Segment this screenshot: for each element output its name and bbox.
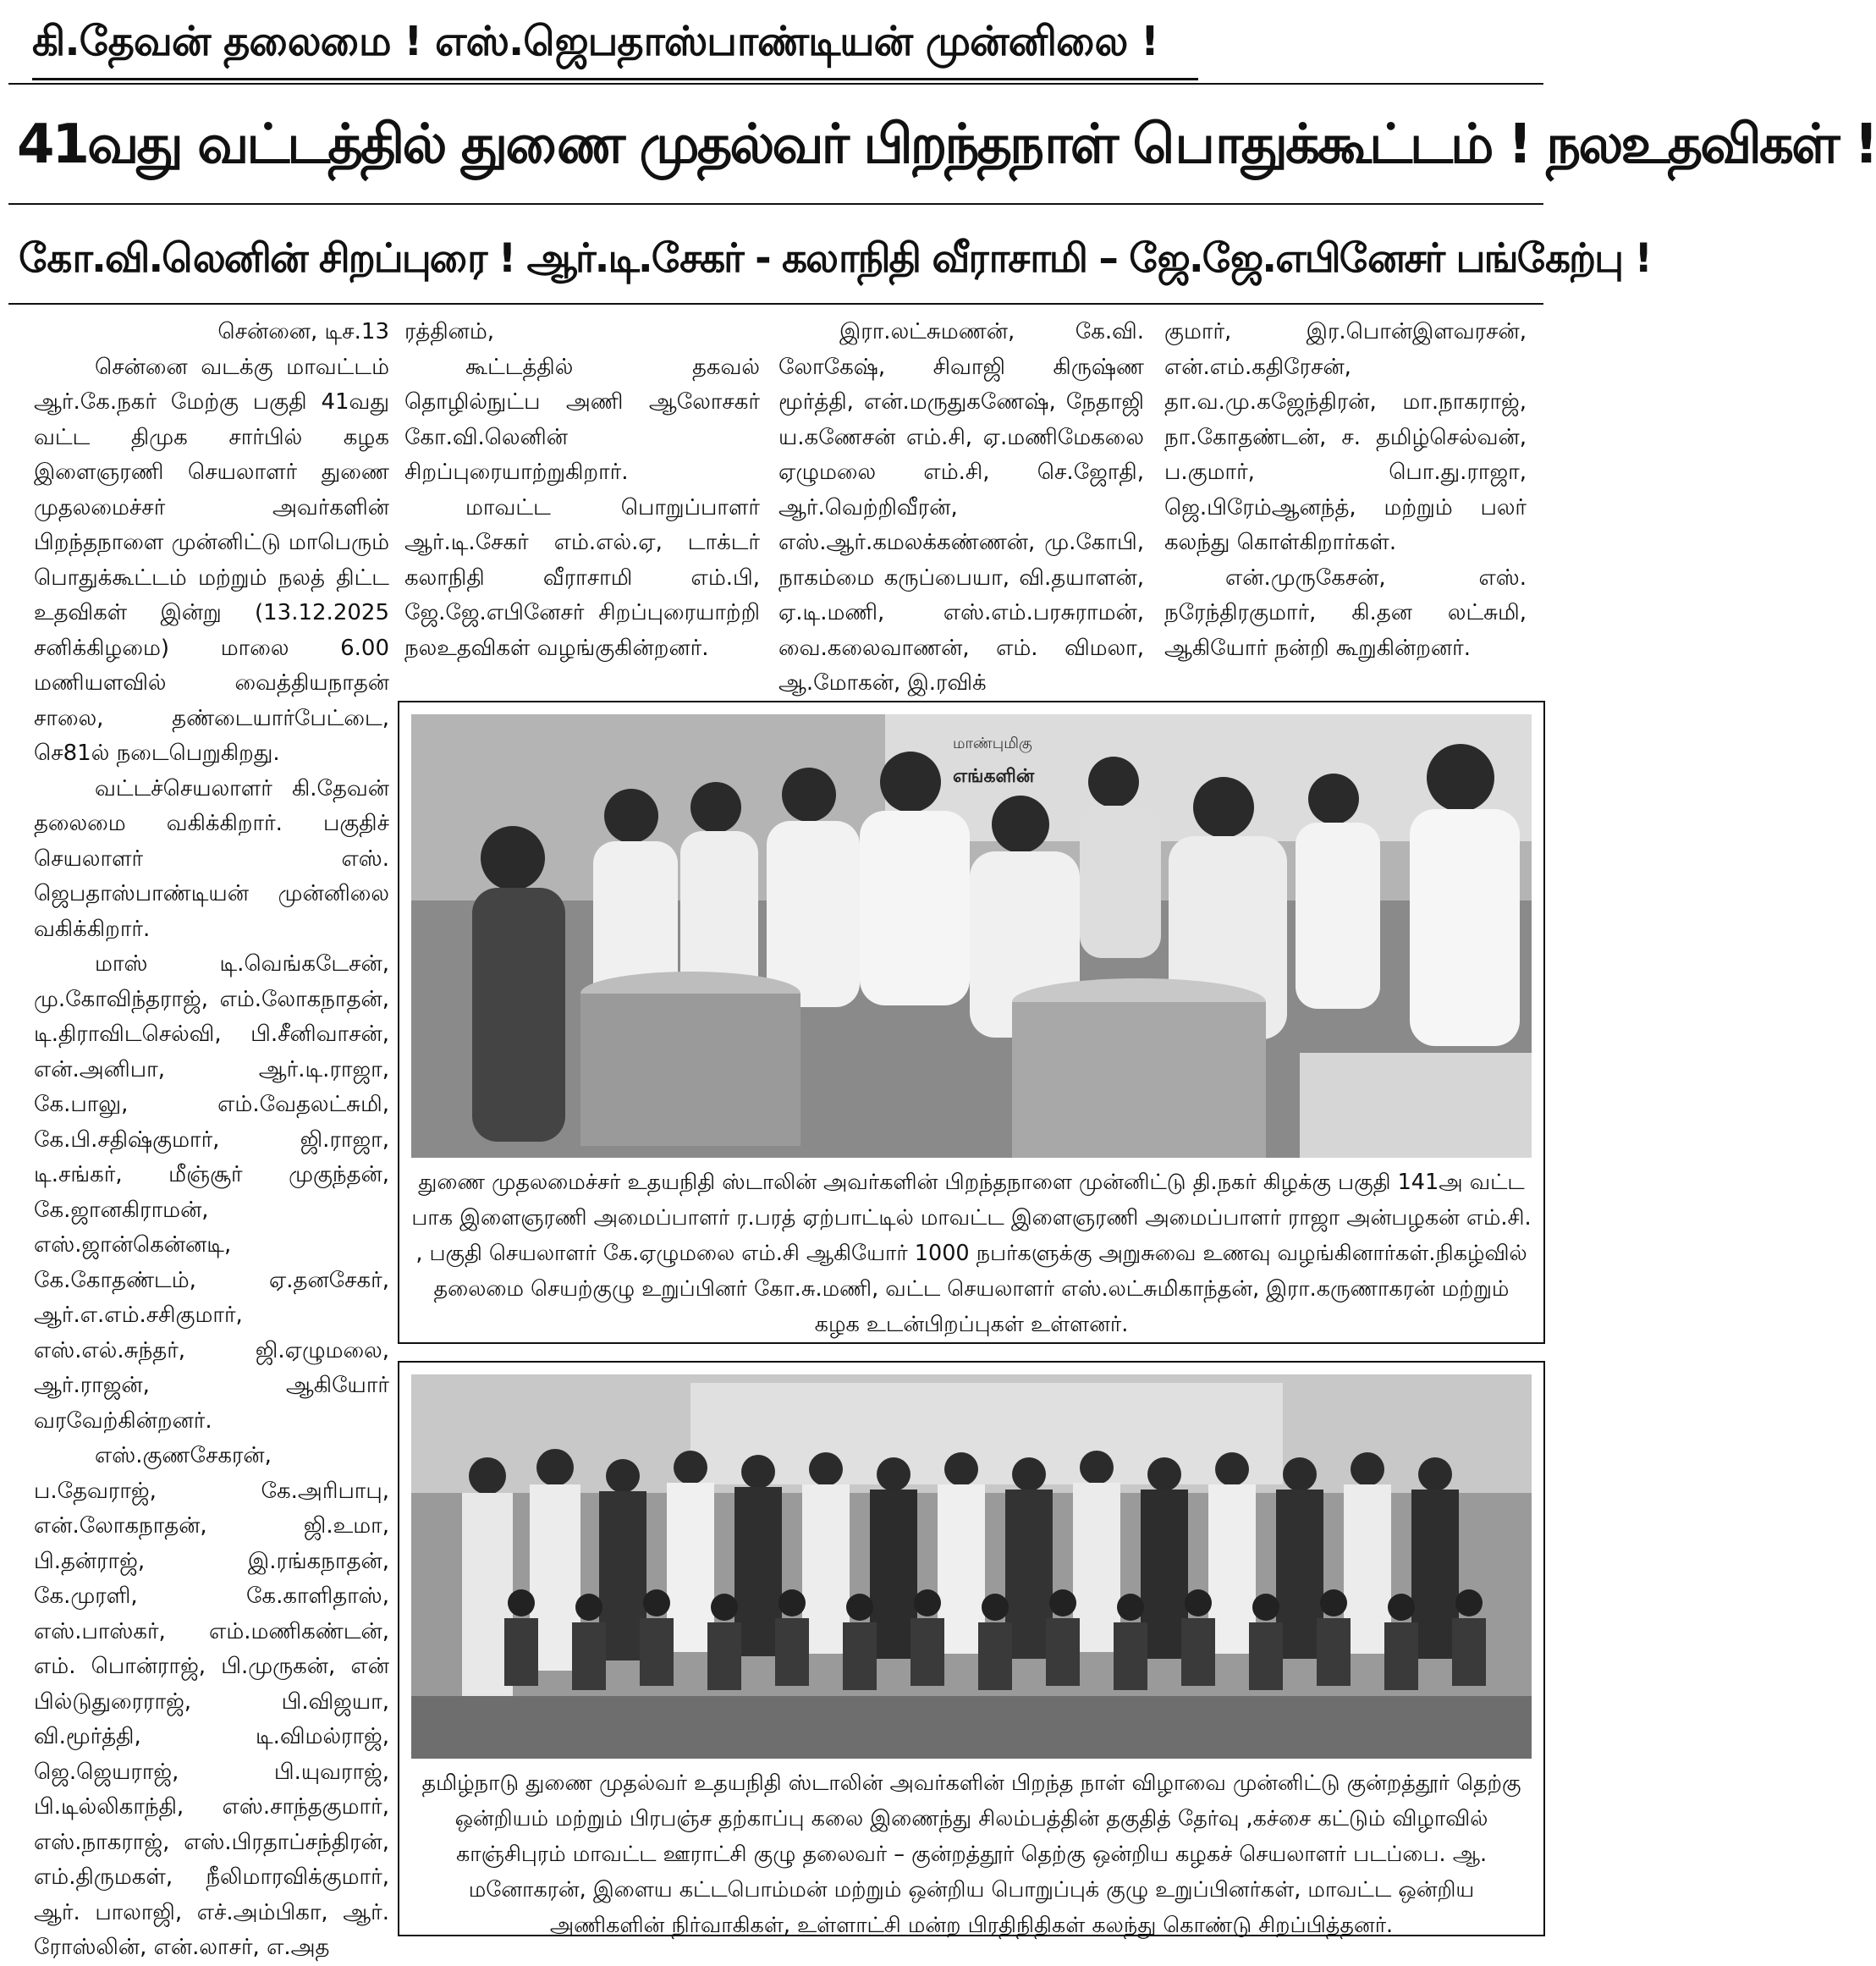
- photo-frame-food-distribution: [398, 701, 1545, 1344]
- paragraph: வட்டச்செயலாளர் கி.தேவன் தலைமை வகிக்கிறார். பகுதிச் செயலாளர் எஸ். ஜெபதாஸ்பாண்டியன் முன்னிலை வகிக்கிறார்.: [34, 775, 389, 942]
- article-column-2: [404, 315, 760, 666]
- paragraph: கூட்டத்தில் தகவல் தொழில்நுட்ப அணி ஆலோசகர் கோ.வி.லெனின் சிறப்புரையாற்றுகிறார்.: [404, 354, 760, 485]
- banner-text: எங்களின்: [953, 766, 1035, 787]
- dateline: சென்னை, டிச.13: [217, 319, 389, 344]
- paragraph: சென்னை வடக்கு மாவட்டம் ஆர்.கே.நகர் மேற்கு பகுதி 41வது வட்ட திமுக சார்பில் கழக இளைஞரணி செயலாளர் துணை முதலமைச்சர் அவர்களின் பிறந்தநாளை முன்னிட்டு மாபெரும் பொதுக்கூட்டம் மற்றும் நலத் திட்ட உதவிகள் இன்று (13.12.2025 சனிக்கிழமை) மாலை 6.00 மணியளவில் வைத்தியநாதன் சாலை, தண்டையார்பேட்டை, செ81ல் நடைபெறுகிறது.: [34, 354, 389, 766]
- paragraph: மாவட்ட பொறுப்பாளர் ஆர்.டி.சேகர் எம்.எல்.ஏ, டாக்டர் கலாநிதி வீராசாமி எம்.பி, ஜே.ஜே.எபினேசர் சிறப்புரையாற்றி நலஉதவிகள் வழங்குகின்றனர்.: [404, 494, 760, 661]
- paragraph: ரத்தினம்,: [404, 319, 495, 344]
- article-column-3: [778, 315, 1144, 702]
- article-column-4: [1164, 315, 1527, 666]
- subheadline: கோ.வி.லெனின் சிறப்புரை ! ஆர்.டி.சேகர் - கலாநிதி வீராசாமி – ஜே.ஜே.எபினேசர் பங்கேற்பு !: [19, 235, 1651, 282]
- paragraph: குமார், இர.பொன்இளவரசன், என்.எம்.கதிரேசன், தா.வ.மு.கஜேந்திரன், மா.நாகராஜ், நா.கோதண்டன், ச. தமிழ்செல்வன், ப.குமார், பொ.து.ராஜா, ஜெ.பிரேம்ஆனந்த், மற்றும் பலர் கலந்து கொள்கிறார்கள்.: [1164, 319, 1527, 555]
- divider: [8, 303, 1543, 305]
- divider: [8, 203, 1543, 205]
- photo-caption: துணை முதலமைச்சர் உதயநிதி ஸ்டாலின் அவர்களின் பிறந்தநாளை முன்னிட்டு தி.நகர் கிழக்கு பகுதி 141அ வட்ட பாக இளைஞரணி அமைப்பாளர் ர.பரத் ஏற்பாட்டில் மாவட்ட இளைஞரணி அமைப்பாளர் ராஜா அன்பழகன் எம்.சி. , பகுதி செயலாளர் கே.ஏழுமலை எம்.சி ஆகியோர் 1000 நபர்களுக்கு அறுசுவை உணவு வழங்கினார்கள்.நிகழ்வில் தலைமை செயற்குழு உறுப்பினர் கோ.சு.மணி, வட்ட செயலாளர் எஸ்.லட்சுமிகாந்தன், இரா.கருணாகரன் மற்றும் கழக உடன்பிறப்புகள் உள்ளனர்.: [411, 1170, 1532, 1337]
- banner-text: மாண்புமிகு: [953, 735, 1032, 752]
- paragraph: என்.முருகேசன், எஸ். நரேந்திரகுமார், கி.தன லட்சுமி, ஆகியோர் நன்றி கூறுகின்றனர்.: [1164, 564, 1527, 661]
- photo-food-distribution: [411, 714, 1532, 1158]
- divider: [8, 83, 1543, 85]
- paragraph: இரா.லட்சுமணன், கே.வி. லோகேஷ், சிவாஜி கிருஷ்ண மூர்த்தி, என்.மருதுகணேஷ், நேதாஜி ய.கணேசன் எம்.சி, ஏ.மணிமேகலை ஏழுமலை எம்.சி, செ.ஜோதி, ஆர்.வெற்றிவீரன், எஸ்.ஆர்.கமலக்கண்ணன், மு.கோபி, நாகம்மை கருப்பையா, வி.தயாளன், ஏ.டி.மணி, எஸ்.எம்.பரசுராமன், வை.கலைவாணன், எம். விமலா, ஆ.மோகன், இ.ரவிக்: [778, 319, 1144, 696]
- paragraph: எஸ்.குணசேகரன், ப.தேவராஜ், கே.அரிபாபு, என்.லோகநாதன், ஜி.உமா, பி.தன்ராஜ், இ.ரங்கநாதன், கே.முரளி, கே.காளிதாஸ், எஸ்.பாஸ்கர், எம்.மணிகண்டன், எம். பொன்ராஜ், பி.முருகன், என் பில்டுதுரைராஜ், பி.விஜயா, வி.மூர்த்தி, டி.விமல்ராஜ், ஜெ.ஜெயராஜ், பி.யுவராஜ், பி.டில்லிகாந்தி, எஸ்.சாந்தகுமார், எஸ்.நாகராஜ், எஸ்.பிரதாப்சந்திரன், எம்.திருமகள், நீலிமாரவிக்குமார், ஆர். பாலாஜி, எச்.அம்பிகா, ஆர். ரோஸ்லின், என்.லாசர், எ.அத: [34, 1443, 389, 1960]
- photo-silambam-group: [411, 1374, 1532, 1759]
- paragraph: மாஸ் டி.வெங்கடேசன், மு.கோவிந்தராஜ், எம்.லோகநாதன், டி.திராவிடசெல்வி, பி.சீனிவாசன், என்.அனிபா, ஆர்.டி.ராஜா, கே.பாலு, எம்.வேதலட்சுமி, கே.பி.சதிஷ்குமார், ஜி.ராஜா, டி.சங்கர், மீஞ்சூர் முகுந்தன், கே.ஜானகிராமன், எஸ்.ஜான்கென்னடி, கே.கோதண்டம், ஏ.தனசேகர், ஆர்.எ.எம்.சசிகுமார், எஸ்.எல்.சுந்தர், ஜி.ஏழுமலை, ஆர்.ராஜன், ஆகியோர் வரவேற்கின்றனர்.: [34, 951, 389, 1434]
- article-column-1: [34, 315, 389, 1966]
- photo-caption: தமிழ்நாடு துணை முதல்வர் உதயநிதி ஸ்டாலின் அவர்களின் பிறந்த நாள் விழாவை முன்னிட்டு குன்றத்தூர் தெற்கு ஒன்றியம் மற்றும் பிரபஞ்ச தற்காப்பு கலை இணைந்து சிலம்பத்தின் தகுதித் தேர்வு ,கச்சை கட்டும் விழாவில் காஞ்சிபுரம் மாவட்ட ஊராட்சி குழு தலைவர் – குன்றத்தூர் தெற்கு ஒன்றிய கழகச் செயலாளர் படப்பை. ஆ. மனோகரன், இளைய கட்டபொம்மன் மற்றும் ஒன்றிய பொறுப்புக் குழு உறுப்பினர்கள், மாவட்ட ஒன்றிய அணிகளின் நிர்வாகிகள், உள்ளாட்சி மன்ற பிரதிநிதிகள் கலந்து கொண்டு சிறப்பித்தனர்.: [421, 1771, 1521, 1938]
- main-headline: 41வது வட்டத்தில் துணை முதல்வர் பிறந்தநாள் பொதுக்கூட்டம் ! நலஉதவிகள் !: [17, 113, 1876, 176]
- photo-frame-silambam-event: [398, 1361, 1545, 1936]
- kicker-headline: கி.தேவன் தலைமை ! எஸ்.ஜெபதாஸ்பாண்டியன் முன்னிலை !: [32, 5, 1198, 80]
